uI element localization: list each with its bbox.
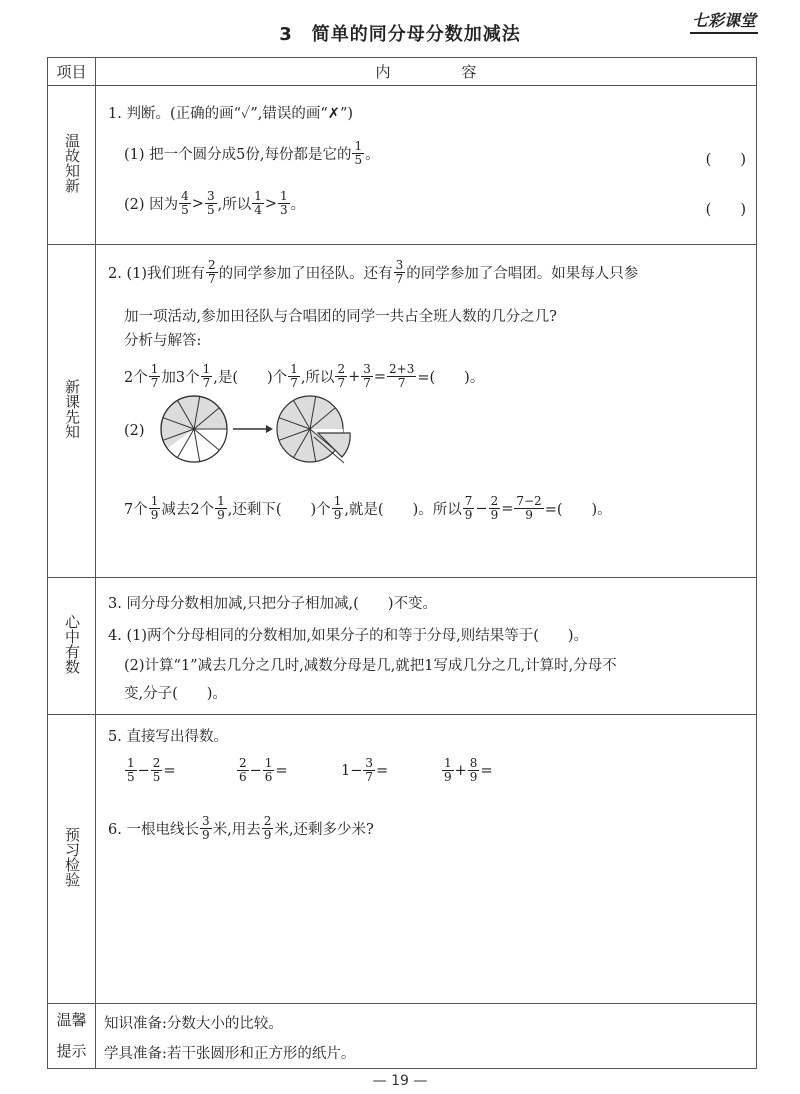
page-title: 3 简单的同分母分数加减法	[279, 24, 521, 45]
page-number: — 19 —	[372, 1073, 428, 1089]
section-label-new: 新课先知	[63, 379, 81, 439]
section-tip	[48, 1004, 757, 1069]
question-2: 2. (1)我们班有 $\frac{2}{7}$ 的同学参加了田径队。还有 $\frac{3}{7}$ 的同学参加了合唱团。如果每人只参	[108, 258, 639, 286]
analysis-line-1: 2个 $\frac{1}{7}$ 加3个 $\frac{1}{7}$ ,是( )个 $\frac{1}{7}$ ,所以 $\frac{2}{7}$ + $\frac{3}{7}$ = $\frac{2+3}{7}$ =( )。	[124, 362, 485, 390]
answer-blank-1-1[interactable]: ( )	[705, 152, 746, 168]
col-header-content: 内 容	[96, 58, 757, 86]
question-6: 6. 一根电线长 $\frac{3}{9}$ 米,用去 $\frac{2}{9}$ 米,还剩多少米?	[108, 814, 374, 842]
question-4-2-cont: 变,分子( )。	[124, 686, 227, 702]
tip-line-1: 知识准备:分数大小的比较。	[104, 1016, 283, 1032]
question-1-1: (1) 把一个圆分成5份,每份都是它的 $\frac{1}{5}$ 。	[124, 139, 380, 167]
worksheet-table	[47, 57, 757, 1069]
table-header-row	[48, 58, 757, 86]
question-5: 5. 直接写出得数。	[108, 729, 228, 745]
question-3: 3. 同分母分数相加减,只把分子相加减,( )不变。	[108, 596, 437, 612]
section-new	[48, 245, 757, 578]
exercise-5-1: $\frac{1}{5}$ − $\frac{2}{5}$ =	[127, 756, 176, 784]
exercise-5-2: $\frac{2}{6}$ − $\frac{1}{6}$ =	[239, 756, 288, 784]
section-preview	[48, 715, 757, 1004]
fraction: $\frac{1}{5}$	[354, 139, 363, 167]
question-1-2: (2) 因为 $\frac{4}{5}$ > $\frac{3}{5}$ ,所以 $\frac{1}{4}$ > $\frac{1}{3}$ 。	[124, 189, 306, 217]
section-label-review: 温故知新	[63, 133, 81, 193]
col-header-item: 项目	[48, 58, 96, 86]
section-label-tip-1: 温馨	[56, 1011, 87, 1029]
analysis-line-2: 7个 $\frac{1}{9}$ 减去2个 $\frac{1}{9}$ ,还剩下( )个 $\frac{1}{9}$ ,就是( )。所以 $\frac{7}{9}$ − $\frac{2}{9}$ = $\frac{7-2}{9}$ =( )。	[124, 494, 612, 522]
section-label-preview: 预习检验	[63, 827, 81, 887]
analysis-label: 分析与解答:	[124, 333, 202, 349]
section-review	[48, 86, 757, 245]
question-1: 1. 判断。(正确的画“✓”,错误的画“✗”)	[108, 106, 354, 122]
section-mind	[48, 578, 757, 715]
question-4-1: 4. (1)两个分母相同的分数相加,如果分子的和等于分母,则结果等于( )。	[108, 628, 589, 644]
exercise-5-3: 1 − $\frac{3}{7}$ =	[341, 756, 389, 784]
brand-logo: 七彩课堂	[690, 8, 758, 34]
pie-diagram	[158, 393, 388, 473]
section-label-tip-2: 提示	[56, 1042, 87, 1060]
exercise-5-4: $\frac{1}{9}$ + $\frac{8}{9}$ =	[444, 756, 493, 784]
question-4-2: (2)计算“1”减去几分之几时,减数分母是几,就把1写成几分之几,计算时,分母不	[124, 658, 617, 674]
section-label-mind: 心中有数	[63, 614, 81, 674]
sub-question-2-label: (2)	[124, 423, 145, 439]
answer-blank-1-2[interactable]: ( )	[705, 202, 746, 218]
question-2-cont: 加一项活动,参加田径队与合唱团的同学一共占全班人数的几分之几?	[124, 309, 557, 325]
tip-line-2: 学具准备:若干张圆形和正方形的纸片。	[104, 1046, 356, 1062]
